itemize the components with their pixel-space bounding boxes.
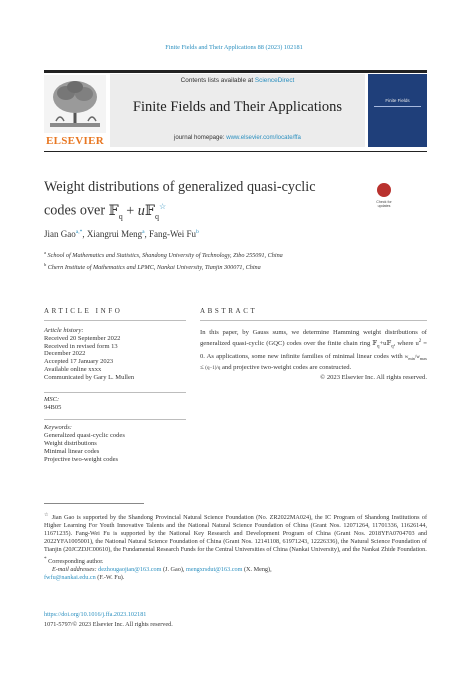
keyword-item: Minimal linear codes	[44, 448, 100, 455]
history-item: Accepted 17 January 2023	[44, 358, 114, 366]
msc-code: 94B05	[44, 403, 62, 411]
msc-rule	[44, 392, 186, 393]
footnotes	[44, 511, 427, 582]
check-for-updates-icon	[377, 183, 391, 197]
keywords-block	[44, 424, 125, 464]
email-link[interactable]: fwfu@nankai.edu.cn	[44, 573, 96, 581]
footnote-star: ☆	[44, 512, 50, 518]
keyword-item: Projective two-weight codes	[44, 456, 119, 463]
journal-title[interactable]: Finite Fields and Their Applications	[132, 99, 343, 115]
author-name[interactable]: Fang-Wei Fu	[149, 229, 197, 239]
email-owner: (F.-W. Fu).	[95, 573, 125, 581]
author-affiliation-marks[interactable]: a	[142, 229, 145, 235]
email-owner: (J. Gao),	[161, 565, 187, 573]
email-label: E-mail addresses:	[52, 565, 97, 573]
abstract-body	[200, 328, 427, 382]
affiliation-text: Chern Institute of Mathematics and LPMC, Nankai University, Tianjin 300071, China	[47, 263, 261, 271]
email-link[interactable]: dezhougaojian@163.com	[98, 565, 162, 573]
affiliation-item	[44, 249, 374, 261]
header-bottom-rule	[44, 151, 427, 152]
history-item: Communicated by Gary L. Mullen	[44, 373, 135, 381]
email-link[interactable]: mengxrsdut@163.com	[186, 565, 243, 573]
abstract-text: In this paper, by Gauss sums, we determine Hamming weight distributions of generalized quasi-cyclic (GQC) codes over the finite chain ring	[200, 329, 427, 348]
elsevier-tree-icon	[44, 75, 106, 133]
article-info-rule	[44, 320, 186, 321]
ring-formula: 𝔽$_q$+u𝔽$_q$	[372, 340, 394, 350]
history-label: Article history:	[44, 327, 84, 334]
contents-line	[110, 77, 365, 84]
email-owner: (X. Meng),	[242, 565, 272, 573]
doi-link[interactable]: https://doi.org/10.1016/j.ffa.2023.102181	[44, 611, 147, 618]
title-line-1: Weight distributions of generalized quasi-cyclic	[44, 179, 316, 195]
footnote-rule	[44, 503, 144, 504]
history-item: Received in revised form 13	[44, 342, 118, 350]
cover-band	[374, 106, 421, 107]
title-footnote-star[interactable]: ☆	[158, 202, 167, 211]
abstract-copyright: © 2023 Elsevier Inc. All rights reserved.	[320, 373, 427, 381]
title-line-2-prefix: codes over	[44, 202, 109, 219]
author-name[interactable]: Xiangrui Meng	[86, 229, 143, 239]
journal-masthead	[110, 74, 365, 147]
journal-reference[interactable]: Finite Fields and Their Applications 88 (2023) 102181	[165, 44, 303, 51]
keyword-item: Generalized quasi-cyclic codes	[44, 432, 125, 439]
elsevier-wordmark: ELSEVIER	[45, 135, 105, 147]
article-history	[44, 327, 189, 382]
history-item: Available online xxxx	[44, 365, 102, 373]
corresponding-mark: *	[44, 555, 47, 562]
affiliations	[44, 249, 374, 272]
homepage-prefix: journal homepage:	[174, 134, 227, 141]
abstract-text: and projective two-weight codes are constructed.	[220, 363, 352, 371]
sciencedirect-link[interactable]: ScienceDirect	[254, 77, 295, 84]
author-name[interactable]: Jian Gao	[44, 229, 76, 239]
msc-block	[44, 396, 61, 412]
journal-cover-thumbnail[interactable]	[368, 74, 427, 147]
ring-formula: 𝔽$_q$ + u𝔽$_q$	[108, 202, 159, 221]
homepage-link[interactable]: www.elsevier.com/locate/ffa	[226, 134, 301, 141]
keyword-item: Weight distributions	[44, 440, 97, 447]
author-affiliation-marks[interactable]: b	[196, 229, 199, 235]
corresponding-author-note: Corresponding author.	[48, 557, 104, 565]
affiliation-mark: b	[44, 261, 47, 267]
keywords-label: Keywords:	[44, 424, 72, 431]
contents-prefix: Contents lists available at	[180, 77, 255, 84]
abstract-heading: ABSTRACT	[200, 307, 258, 315]
history-item: Received 20 September 2022	[44, 334, 121, 342]
check-for-updates-label: Check for updates	[376, 200, 392, 208]
abstract-text: = 0. As applications, some new infinite families of minimal linear codes with	[200, 340, 427, 360]
funding-footnote: Jian Gao is supported by the Shandong Provincial Natural Science Foundation (No. ZR2022MA024), the IC Program of Shandong Institutions of Higher Learning For Youth Innovative Talents and the National Natural Science Foundation of China (Grant Nos. 12071264, 11701336, 11626144, 11671235). Fang-Wei Fu is supported by the National Key Research and Development Program of China (Grant Nos. 2018YFA0704703 and 2022YFA1005001), the National Natural Science Foundation of China (Grant Nos. 12141108, 61971243, 12226336), the Natural Science Foundation of Tianjin (20JCZDJC00610), the Fundamental Research Funds for the Central Universities of China (Nankai University), and the Nankai Zhide Foundation.	[44, 514, 427, 554]
author-affiliation-marks[interactable]: a,*	[75, 229, 83, 235]
article-title	[44, 178, 354, 226]
homepage-line	[110, 134, 365, 141]
issn-copyright: 1071-5797/© 2023 Elsevier Inc. All rights reserved.	[44, 621, 173, 628]
abstract-rule	[200, 320, 427, 321]
exponent: 2	[418, 339, 422, 344]
author-list: Jian Gao$^{a,*}$, Xiangrui Meng$^a$, Fang-Wei Fu$^b$	[44, 229, 199, 239]
check-for-updates-badge[interactable]	[370, 183, 398, 213]
elsevier-logo[interactable]	[44, 75, 106, 147]
weight-ratio-formula: $w_{min}/w_{max} \le (q-1)/q$	[200, 354, 427, 371]
abstract-text: , where u	[393, 340, 419, 348]
msc-label: MSC:	[44, 396, 60, 403]
affiliation-mark: a	[44, 250, 46, 255]
affiliation-text: School of Mathematics and Statistics, Shandong University of Technology, Zibo 255091, China	[47, 252, 283, 260]
affiliation-item	[44, 261, 374, 273]
cover-title: Finite Fields	[385, 98, 410, 103]
header-top-rule	[44, 70, 427, 73]
article-info-heading: ARTICLE INFO	[44, 307, 123, 315]
history-item: December 2022	[44, 350, 86, 358]
keywords-rule	[44, 419, 186, 420]
